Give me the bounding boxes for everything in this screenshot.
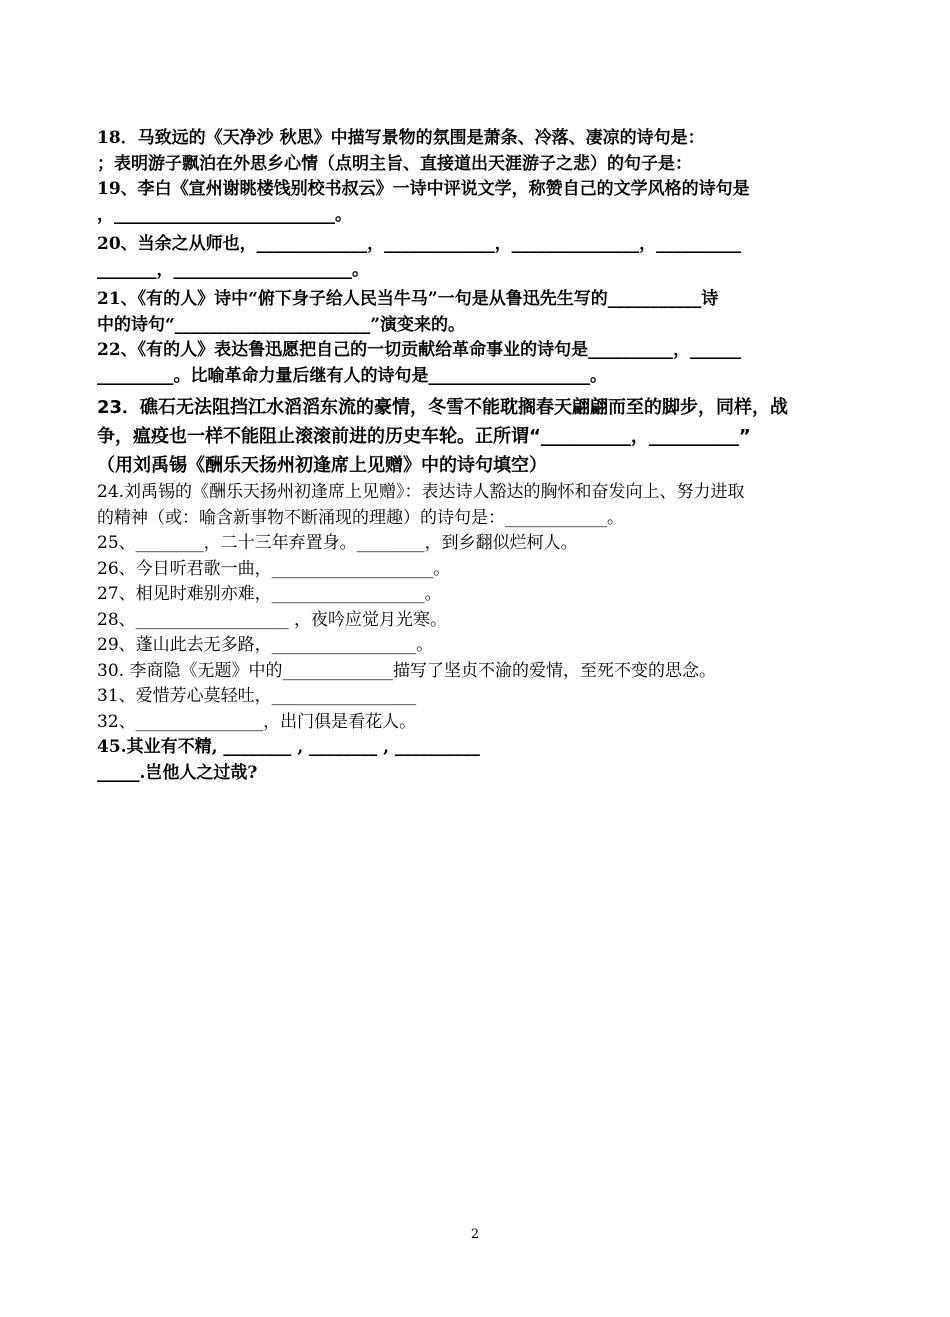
q28-line: 28、__________________ ，夜吟应觉月光寒。 [97,609,448,630]
page-number: 2 [470,1227,480,1242]
q24-line-1: 24.刘禹锡的《酬乐天扬州初逢席上见赠》：表达诗人豁达的胸怀和奋发向上、努力进取 [97,482,745,502]
q25-line: 25、________，二十三年弃置身。________，到乡翻似烂柯人。 [97,533,578,553]
q19-line-1: 19、李白《宣州谢眺楼饯别校书叔云》一诗中评说文学，称赞自己的文学风格的诗句是 [97,179,750,199]
q23-line-1: 23．礁石无法阻挡江水滔滔东流的豪情，冬雪不能耽搁春天翩翩而至的脚步，同样，战 [97,397,789,418]
q20-line-1: 20、当余之从师也，_____________，_____________，_______________，__________ [97,234,742,254]
q45-line-2: _____.岂他人之过哉? [97,762,258,783]
question-list [97,126,859,786]
q32-line: 32、_______________，出门俱是看花人。 [97,711,417,732]
q22-line-1: 22、《有的人》表达鲁迅愿把自己的一切贡献给革命事业的诗句是__________，______ [97,340,742,360]
q29-line: 29、蓬山此去无多路，_________________。 [97,635,434,655]
q45-line-1: 45.其业有不精, ________ , ________ , __________ [97,737,480,757]
q26-line: 26、今日听君歌一曲，___________________。 [97,558,451,579]
q18-line-2: ；表明游子飘泊在外思乡心情（点明主旨、直接道出天涯游子之悲）的句子是： [97,153,692,174]
q27-line: 27、相见时难别亦难，__________________。 [97,584,442,604]
q23-line-2: 争，瘟疫也一样不能阻止滚滚前进的历史车轮。正所谓“__________，__________” [97,426,751,447]
q31-line: 31、爱惜芳心莫轻吐，_________________ [97,686,417,706]
q21-line-1: 21、《有的人》诗中“俯下身子给人民当牛马”一句是从鲁迅先生写的___________诗 [97,289,719,309]
q18-line-1: 18．马致远的《天净沙 秋思》中描写景物的氛围是萧条、冷落、凄凉的诗句是： [97,128,705,148]
q21-line-2: 中的诗句“_______________________”演变来的。 [97,314,466,335]
q20-line-2: _______，_____________________。 [97,259,369,280]
q22-line-2: _________。比喻革命力量后继有人的诗句是___________________。 [97,365,607,386]
q24-line-2: 的精神（或：喻含新事物不断涌现的理趣）的诗句是：____________。 [97,507,624,528]
q23-line-3: （用刘禹锡《酬乐天扬州初逢席上见赠》中的诗句填空） [97,455,547,476]
q19-line-2: ，__________________________。 [97,204,352,225]
q30-line: 30. 李商隐《无题》中的_____________描写了坚贞不渝的爱情，至死不变的思念。 [97,660,716,681]
